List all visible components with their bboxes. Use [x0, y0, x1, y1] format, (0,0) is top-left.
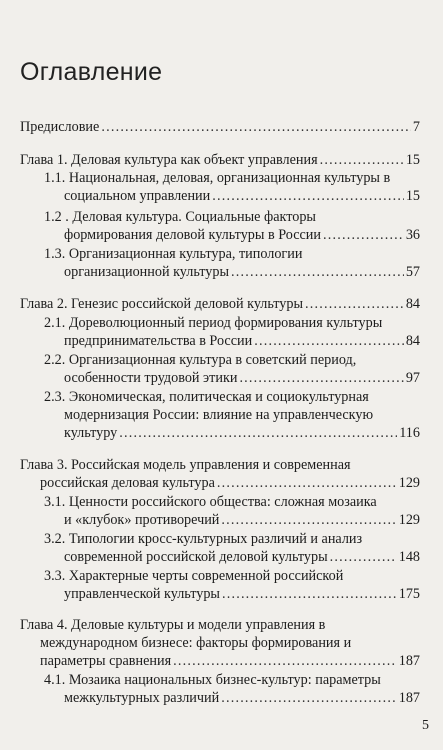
toc-entry-4-1-line-1[interactable]: 4.1. Мозаика национальных бизнес-культур: параметры [44, 672, 381, 688]
toc-entry-2-3-line-2[interactable]: модернизация России: влияние на управленческую [64, 407, 374, 423]
entry-page: 129 [398, 475, 420, 491]
toc-entry-1-2[interactable] [64, 226, 420, 244]
toc-entry-chapter-3-line-1[interactable]: Глава 3. Российская модель управления и современная [20, 457, 351, 473]
entry-title: управленческой культуры [64, 586, 220, 602]
toc-entry-3-3-line-1[interactable]: 3.3. Характерные черты современной российской [44, 568, 344, 584]
entry-title: Предисловие [20, 119, 100, 135]
toc-entry-chapter-4-line-2[interactable]: международном бизнесе: факторы формирования и [40, 635, 352, 651]
entry-page: 187 [398, 690, 420, 706]
toc-entry-2-1[interactable] [64, 332, 420, 350]
toc-entry-1-1[interactable] [64, 187, 420, 205]
entry-title: предпринимательства в России [64, 333, 253, 349]
dot-leader [239, 369, 403, 387]
dot-leader [320, 151, 404, 169]
toc-entry-1-1-line-1[interactable]: 1.1. Национальная, деловая, организационная культуры в [44, 170, 391, 186]
entry-page: 15 [405, 188, 420, 204]
entry-title: параметры сравнения [40, 653, 172, 669]
entry-page: 187 [398, 653, 420, 669]
dot-leader [101, 118, 411, 136]
entry-title: Глава 2. Генезис российской деловой культуры [20, 296, 304, 312]
dot-leader [217, 474, 397, 492]
dot-leader [222, 585, 397, 603]
toc-entry-chapter-4[interactable] [40, 652, 420, 670]
toc-entry-2-3[interactable] [64, 424, 420, 442]
entry-title: современной российской деловой культуры [64, 549, 328, 565]
toc-entry-chapter-1[interactable] [20, 151, 420, 169]
entry-title: межкультурных различий [64, 690, 220, 706]
entry-title: социальном управлении [64, 188, 211, 204]
toc-entry-3-2-line-1[interactable]: 3.2. Типологии кросс-культурных различий и анализ [44, 531, 363, 547]
toc-entry-1-3-line-1[interactable]: 1.3. Организационная культура, типологии [44, 246, 303, 262]
dot-leader [323, 226, 404, 244]
toc-entry-2-2-line-1[interactable]: 2.2. Организационная культура в советский период, [44, 352, 357, 368]
entry-page: 97 [405, 370, 420, 386]
entry-title: формирования деловой культуры в России [64, 227, 321, 243]
toc-entry-3-3[interactable] [64, 585, 420, 603]
toc-entry-1-3[interactable] [64, 263, 420, 281]
entry-page: 175 [398, 586, 420, 602]
entry-title: особенности трудовой этики [64, 370, 238, 386]
toc-entry-2-2[interactable] [64, 369, 420, 387]
toc-entry-3-2[interactable] [64, 548, 420, 566]
entry-title: Глава 1. Деловая культура как объект управления [20, 152, 318, 168]
entry-title: организационной культуры [64, 264, 229, 280]
entry-page: 84 [405, 296, 420, 312]
toc-entry-3-1-line-1[interactable]: 3.1. Ценности российского общества: сложная мозаика [44, 494, 377, 510]
entry-title: и «клубок» противоречий [64, 512, 220, 528]
entry-page: 15 [405, 152, 420, 168]
page-title: Оглавление [20, 58, 163, 86]
toc-entry-chapter-4-line-1[interactable]: Глава 4. Деловые культуры и модели управления в [20, 617, 326, 633]
toc-entry-2-1-line-1[interactable]: 2.1. Дореволюционный период формирования культуры [44, 315, 383, 331]
dot-leader [119, 424, 397, 442]
toc-entry-1-2-line-1[interactable]: 1.2 . Деловая культура. Социальные факторы [44, 209, 316, 225]
dot-leader [221, 689, 397, 707]
page-number: 5 [422, 718, 429, 733]
dot-leader [231, 263, 404, 281]
entry-page: 129 [398, 512, 420, 528]
toc-entry-4-1[interactable] [64, 689, 420, 707]
entry-page: 7 [412, 119, 420, 135]
toc-entry-3-1[interactable] [64, 511, 420, 529]
dot-leader [212, 187, 404, 205]
toc-entry-preface[interactable] [20, 118, 420, 136]
toc-entry-chapter-2[interactable] [20, 295, 420, 313]
entry-title: российская деловая культура [40, 475, 215, 491]
dot-leader [221, 511, 396, 529]
dot-leader [173, 652, 397, 670]
dot-leader [254, 332, 404, 350]
entry-page: 116 [399, 425, 420, 441]
toc-entry-2-3-line-1[interactable]: 2.3. Экономическая, политическая и социокультурная [44, 389, 369, 405]
entry-page: 57 [405, 264, 420, 280]
toc-entry-chapter-3[interactable] [40, 474, 420, 492]
entry-page: 84 [405, 333, 420, 349]
entry-page: 148 [398, 549, 420, 565]
dot-leader [330, 548, 397, 566]
entry-title: культуру [64, 425, 118, 441]
dot-leader [305, 295, 404, 313]
entry-page: 36 [405, 227, 420, 243]
